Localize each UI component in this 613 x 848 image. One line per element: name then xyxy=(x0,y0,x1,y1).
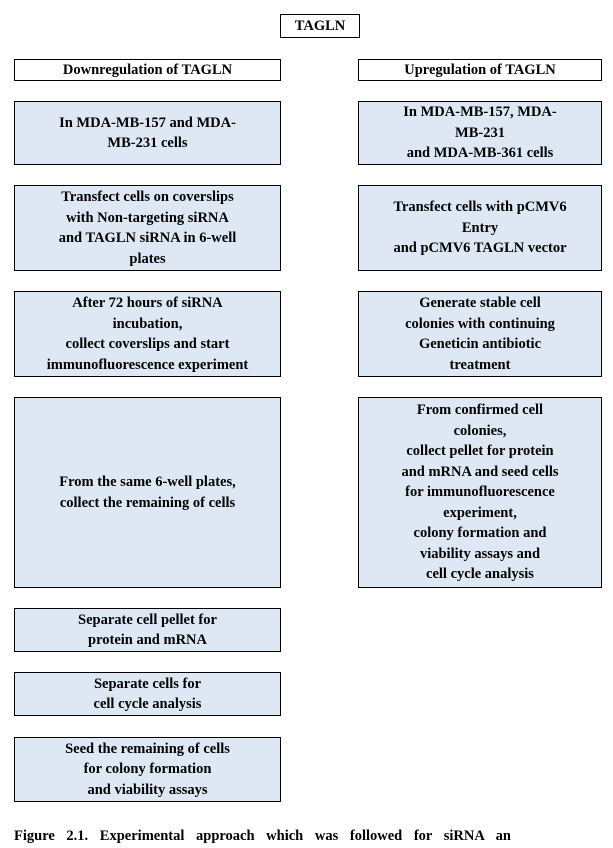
left-column-header: Downregulation of TAGLN xyxy=(14,59,281,81)
left-step-1: In MDA-MB-157 and MDA- MB-231 cells xyxy=(14,101,281,165)
figure-caption: Figure 2.1. Experimental approach which was followed for siRNA an xyxy=(14,828,511,844)
left-step-4: From the same 6-well plates, collect the remaining of cells xyxy=(14,397,281,588)
right-step-1: In MDA-MB-157, MDA- MB-231 and MDA-MB-361 cells xyxy=(358,101,602,165)
left-step-6: Separate cells for cell cycle analysis xyxy=(14,672,281,716)
right-column-header: Upregulation of TAGLN xyxy=(358,59,602,81)
right-step-3: Generate stable cell colonies with continuing Geneticin antibiotic treatment xyxy=(358,291,602,377)
left-step-2: Transfect cells on coverslips with Non-targeting siRNA and TAGLN siRNA in 6-well plates xyxy=(14,185,281,271)
right-step-4: From confirmed cell colonies, collect pellet for protein and mRNA and seed cells for immunofluorescence experiment, colony formation and viability assays and cell cycle analysis xyxy=(358,397,602,588)
left-step-7: Seed the remaining of cells for colony formation and viability assays xyxy=(14,737,281,802)
right-step-2: Transfect cells with pCMV6 Entry and pCMV6 TAGLN vector xyxy=(358,185,602,271)
diagram-title: TAGLN xyxy=(280,14,360,38)
left-step-5: Separate cell pellet for protein and mRNA xyxy=(14,608,281,652)
left-step-3: After 72 hours of siRNA incubation, collect coverslips and start immunofluorescence experiment xyxy=(14,291,281,377)
